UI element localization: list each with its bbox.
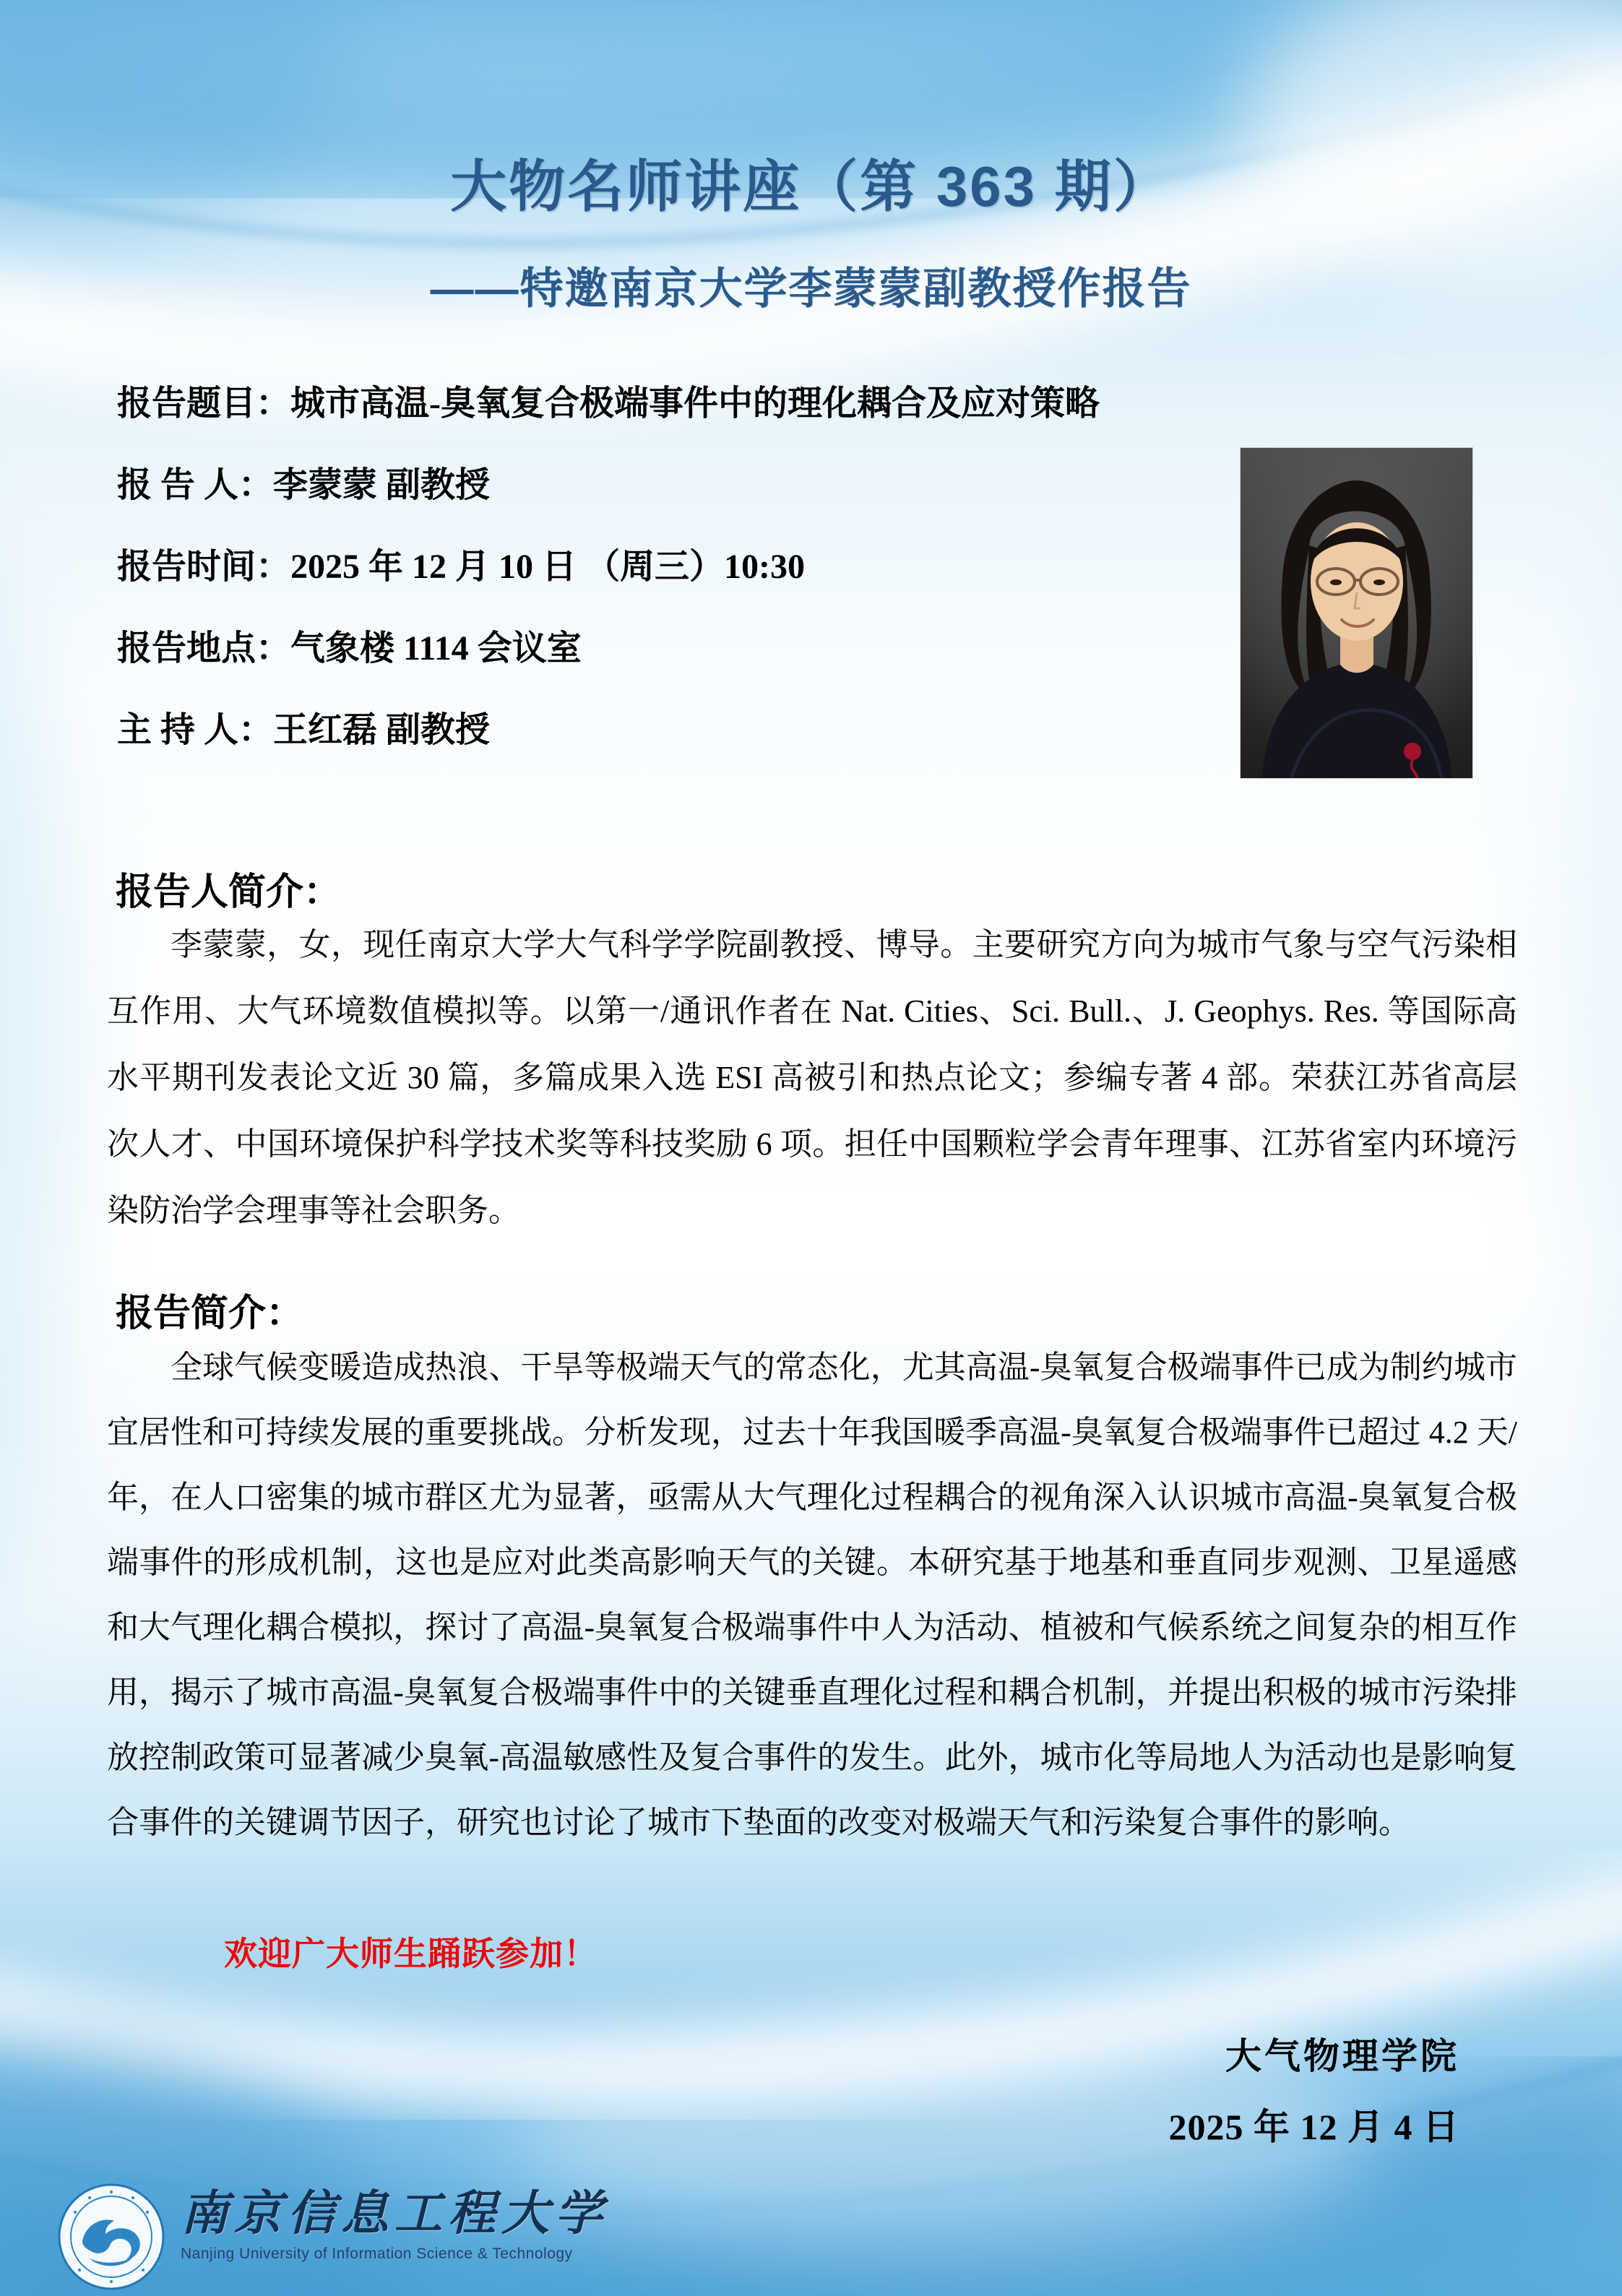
university-name-en: Nanjing University of Information Science & Technology bbox=[181, 2245, 573, 2262]
publish-date: 2025 年 12 月 4 日 bbox=[1168, 2107, 1459, 2147]
info-label: 报告地点： bbox=[117, 629, 291, 668]
university-name-block bbox=[181, 2183, 608, 2263]
info-row-speaker bbox=[117, 462, 1222, 544]
info-label: 报告题目： bbox=[117, 384, 291, 423]
university-logo bbox=[58, 2183, 608, 2290]
poster-subtitle: ——特邀南京大学李蒙蒙副教授作报告 bbox=[430, 264, 1192, 313]
info-value: 李蒙蒙 副教授 bbox=[273, 466, 491, 504]
info-label: 报 告 人： bbox=[117, 466, 274, 504]
speaker-photo bbox=[1241, 448, 1472, 778]
info-row-host bbox=[117, 707, 1222, 789]
university-name-cn: 南京信息工程大学 bbox=[181, 2188, 608, 2240]
organizer-name: 大气物理学院 bbox=[1225, 2036, 1459, 2076]
info-row-location bbox=[117, 626, 1222, 707]
info-label: 报告时间： bbox=[117, 548, 291, 586]
info-value: 2025 年 12 月 10 日 （周三）10:30 bbox=[290, 548, 806, 586]
info-label: 主 持 人： bbox=[117, 711, 274, 749]
signoff bbox=[954, 2027, 1459, 2150]
info-row-time bbox=[117, 544, 1222, 626]
info-value: 气象楼 1114 会议室 bbox=[290, 629, 582, 668]
abstract-text: 全球气候变暖造成热浪、干旱等极端天气的常态化，尤其高温-臭氧复合极端事件已成为制约城市宜居性和可持续发展的重要挑战。分析发现，过去十年我国暖季高温-臭氧复合极端事件已超过 4.2 天/年，在人口密集的城市群区尤为显著，亟需从大气理化过程耦合的视角深入认识城市高温-臭氧复合极端事件的形成机制，这也是应对此类高影响天气的关键。本研究基于地基和垂直同步观测、卫星遥感和大气理化耦合模拟，探讨了高温-臭氧复合极端事件中人为活动、植被和气候系统之间复杂的相互作用，揭示了城市高温-臭氧复合极端事件中的关键垂直理化过程和耦合机制，并提出积极的城市污染排放控制政策可显著减少臭氧-高温敏感性及复合事件的发生。此外，城市化等局地人为活动也是影响复合事件的关键调节因子，研究也讨论了城市下垫面的改变对极端天气和污染复合事件的影响。 bbox=[107, 1350, 1517, 1840]
poster-title: 大物名师讲座（第 363 期） bbox=[450, 155, 1172, 218]
abstract-heading: 报告简介： bbox=[116, 1293, 304, 1334]
speaker-portrait-illustration bbox=[1241, 448, 1472, 778]
info-row-topic bbox=[117, 381, 1222, 462]
lecture-info bbox=[117, 381, 1222, 789]
university-seal-icon bbox=[58, 2183, 165, 2290]
info-value: 王红磊 副教授 bbox=[273, 711, 491, 749]
info-value: 城市高温-臭氧复合极端事件中的理化耦合及应对策略 bbox=[290, 384, 1100, 423]
bio-text: 李蒙蒙，女，现任南京大学大气科学学院副教授、博导。主要研究方向为城市气象与空气污染相互作用、大气环境数值模拟等。以第一/通讯作者在 Nat. Cities、Sci. Bull.、J. Geophys. Res. 等国际高水平期刊发表论文近 30 篇，多篇成果入选 ESI 高被引和热点论文；参编专著 4 部。荣获江苏省高层次人才、中国环境保护科学技术奖等科技奖励 6 项。担任中国颗粒学会青年理事、江苏省室内环境污染防治学会理事等社会职务。 bbox=[107, 927, 1517, 1228]
bio-heading: 报告人简介： bbox=[116, 872, 342, 913]
welcome-line: 欢迎广大师生踊跃参加！ bbox=[224, 1935, 598, 1972]
